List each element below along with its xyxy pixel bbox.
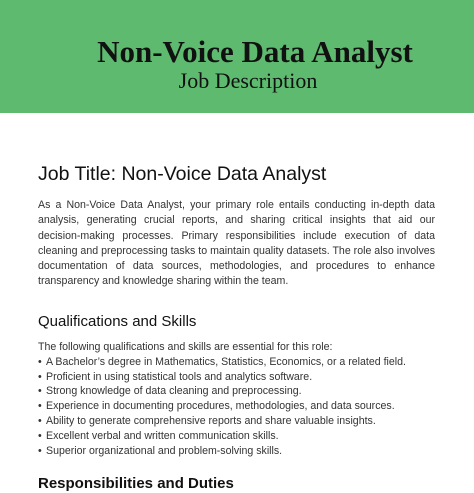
list-item [38,355,435,370]
job-title-heading: Job Title: Non-Voice Data Analyst [38,163,327,185]
bullet-icon: • [38,400,42,413]
list-item [38,414,435,429]
document-body [38,162,435,458]
list-item-text: Superior organizational and problem-solving skills. [46,444,283,457]
bullet-icon: • [38,414,42,427]
list-item-text: Excellent verbal and written communication skills. [46,429,279,442]
list-item [38,444,435,459]
document-title: Non-Voice Data Analyst [97,34,413,69]
bullet-icon: • [38,429,42,442]
header-banner [0,0,474,113]
list-item-text: A Bachelor’s degree in Mathematics, Statistics, Economics, or a related field. [46,355,406,368]
bullet-icon: • [38,355,42,368]
summary-paragraph: As a Non-Voice Data Analyst, your primary role entails conducting in-depth data analysis, generating crucial reports, and sharing critical insights that aid our decision-making processes. Primary responsibilities include execution of data cleaning and preprocessing tasks to maintain quality datasets. The role also involves documentation of data sources, methodologies, and procedures to enhance transparency and knowledge sharing within the team. [38,199,435,288]
bullet-icon: • [38,385,42,398]
bullet-icon: • [38,444,42,457]
list-item-text: Ability to generate comprehensive reports and share valuable insights. [46,414,376,427]
list-item-text: Proficient in using statistical tools and analytics software. [46,370,313,383]
responsibilities-heading: Responsibilities and Duties [38,475,234,493]
qualifications-intro: The following qualifications and skills are essential for this role: [38,340,333,353]
list-item [38,429,435,444]
list-item-text: Strong knowledge of data cleaning and preprocessing. [46,385,302,398]
list-item [38,399,435,414]
list-item [38,384,435,399]
list-item [38,370,435,385]
qualifications-heading: Qualifications and Skills [38,312,197,330]
bullet-icon: • [38,370,42,383]
list-item-text: Experience in documenting procedures, methodologies, and data sources. [46,400,395,413]
document-subtitle: Job Description [178,68,318,93]
qualifications-list [38,355,435,459]
